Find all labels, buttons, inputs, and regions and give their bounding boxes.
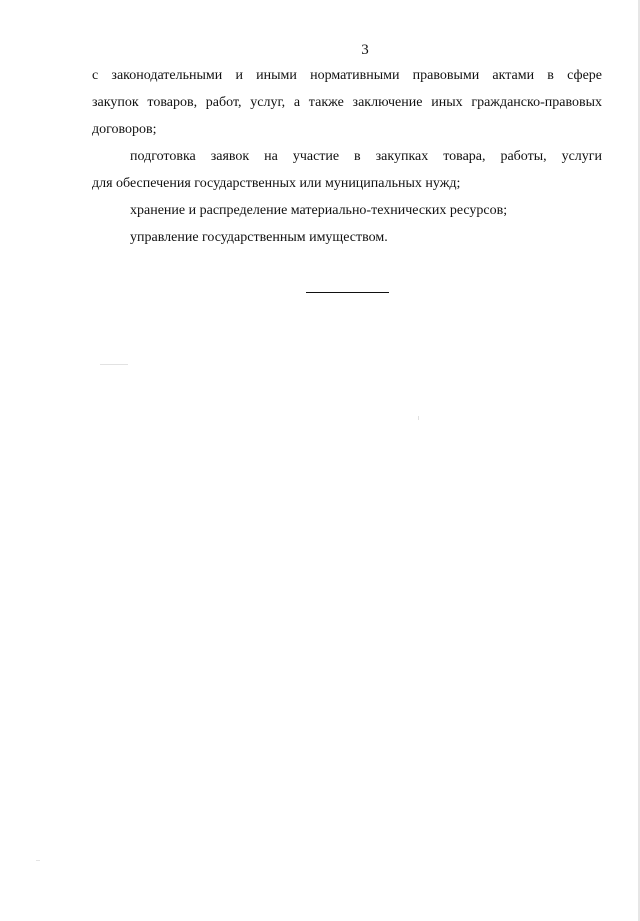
paragraph: хранение и распределение материально-технических ресурсов; bbox=[130, 203, 508, 218]
paragraph-line: договоров; bbox=[92, 122, 157, 137]
end-divider bbox=[306, 292, 389, 293]
paragraph-line: для обеспечения государственных или муниципальных нужд; bbox=[92, 176, 461, 191]
scan-speck bbox=[100, 364, 128, 365]
paragraph-line: с законодательными и иными нормативными правовыми актами в сфере bbox=[92, 68, 602, 83]
paragraph-line: подготовка заявок на участие в закупках товара, работы, услуги bbox=[130, 149, 602, 164]
page-number: 3 bbox=[361, 42, 369, 58]
document-body bbox=[92, 62, 602, 251]
paragraph: управление государственным имуществом. bbox=[130, 230, 388, 245]
paragraph-line: закупок товаров, работ, услуг, а также заключение иных гражданско-правовых bbox=[92, 95, 602, 110]
scan-speck bbox=[418, 416, 419, 420]
scan-speck bbox=[36, 860, 40, 861]
